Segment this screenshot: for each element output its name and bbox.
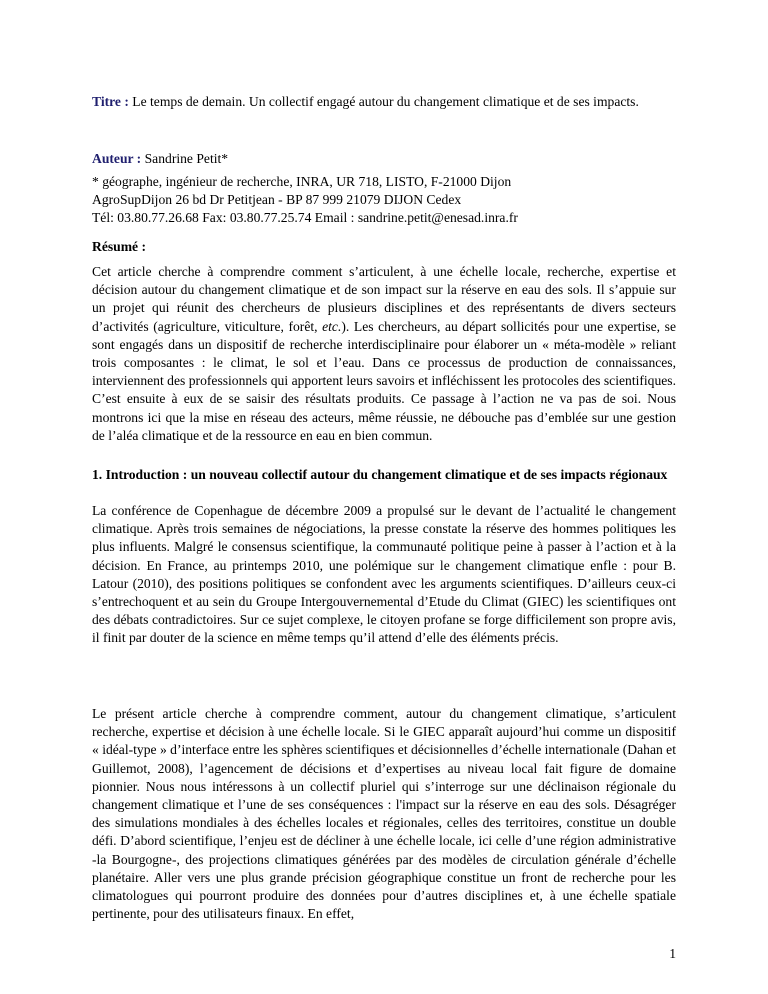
contact-line: Tél: 03.80.77.26.68 Fax: 03.80.77.25.74 Email : sandrine.petit@enesad.inra.fr — [92, 210, 518, 226]
author-line — [92, 150, 676, 168]
address-line: AgroSupDijon 26 bd Dr Petitjean - BP 87 999 21079 DIJON Cedex — [92, 192, 462, 208]
title-text: Le temps de demain. Un collectif engagé autour du changement climatique et de ses impacts. — [132, 94, 639, 109]
page-number: 1 — [669, 946, 676, 961]
abstract-text: Cet article cherche à comprendre comment s’articulent, à une échelle locale, recherche, expertise et décision autour du changement climatique et de son impact sur la réserve en eau des sols. Il s’appuie sur un projet qui réunit des chercheurs de plusieurs disciplines et des représentants de divers secteurs d’activités (agriculture, viticulture, forêt, etc.). Les chercheurs, au départ sollicités pour une expertise, se sont engagés dans un dispositif de recherche interdisciplinaire pour élaborer un « méta-modèle » reliant trois composantes : le climat, le sol et l’eau. Dans ce processus de production de connaissances, interviennent des professionnels qui apportent leurs savoirs et infléchissent les protocoles des scientifiques. C’est ensuite à eux de se saisir des résultats produits. Ce passage à l’action ne va pas de soi. Nous montrons ici que la mise en réseau des acteurs, même réussie, ne débouche pas d’emblée sur une gestion de l’aléa climatique et de la ressource en eau en bien commun. — [92, 264, 676, 443]
title-line — [92, 93, 676, 111]
title-label: Titre : — [92, 94, 129, 109]
affiliation-block — [92, 173, 676, 228]
section-heading: 1. Introduction : un nouveau collectif autour du changement climatique et de ses impacts régionaux — [92, 467, 668, 482]
author-name: Sandrine Petit* — [144, 151, 229, 166]
abstract-heading: Résumé : — [92, 239, 146, 254]
intro-paragraph-2: Le présent article cherche à comprendre comment, autour du changement climatique, s’articulent recherche, expertise et décision à une échelle locale. Si le GIEC apparaît aujourd’hui comme un dispositif « idéal-type » d’interface entre les sphères scientifiques et décisionnelles d’échelle internationale (Dahan et Guillemot, 2008), l’agencement de décisions et d’expertises au niveau local fait figure de domaine pionnier. Nous nous intéressons à un collectif pluriel qui s’interroge sur une déclinaison régionale du changement climatique et l’une de ses conséquences : l'impact sur la réserve en eau des sols. Désagréger des simulations mondiales à des échelles locales et régionales, celles des territoires, constitue un double défi. D’abord scientifique, l’enjeu est de décliner à une échelle locale, ici celle d’une région administrative -la Bourgogne-, des projections climatiques générées par des modèles de circulation générale d’échelle planétaire. Aller vers une plus grande précision géographique constitue un front de recherche pour les climatologues qui pourront produire des données pour d’autres disciplines et, à une échelle spatiale pertinente, pour des utilisateurs finaux. En effet, — [92, 706, 676, 922]
affiliation-line: * géographe, ingénieur de recherche, INRA, UR 718, LISTO, F-21000 Dijon — [92, 174, 512, 189]
author-label: Auteur : — [92, 151, 142, 166]
intro-paragraph-1: La conférence de Copenhague de décembre 2009 a propulsé sur le devant de l’actualité le changement climatique. Après trois semaines de négociations, la presse constate la réserve des hommes politiques les plus influents. Malgré le consensus scientifique, la communauté politique peine à passer à l’action et à la décision. En France, au printemps 2010, une polémique sur le changement climatique enfle : pour B. Latour (2010), des positions politiques se confondent avec les arguments scientifiques. D’ailleurs ceux-ci s’entrechoquent et au sein du Groupe Intergouvernemental d’Etude du Climat (GIEC) les scientifiques ont des débats contradictoires. Sur ce sujet complexe, le citoyen profane se forge difficilement son propre avis, il finit par douter de la science en même temps qu’il attend d’elle des éléments précis. — [92, 503, 676, 646]
